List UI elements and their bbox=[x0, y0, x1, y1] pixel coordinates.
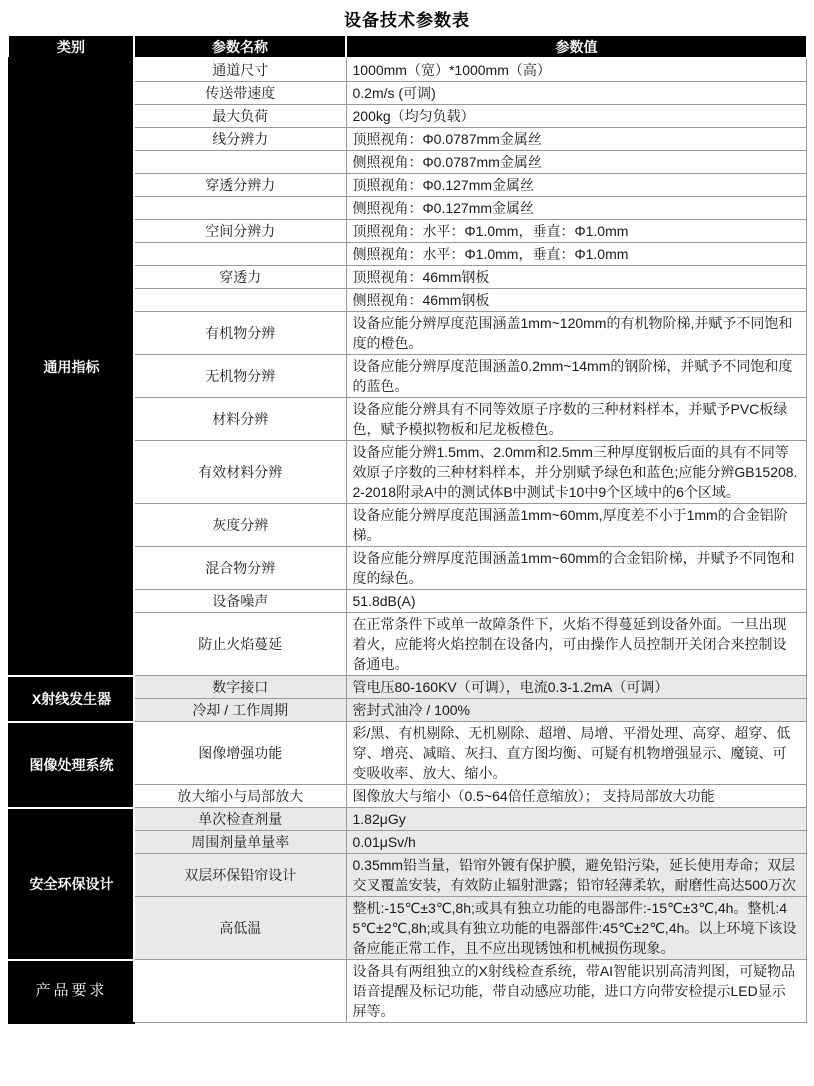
category-cell: 安全环保设计 bbox=[9, 808, 134, 960]
param-value-cell: 顶照视角：Φ0.127mm金属丝 bbox=[346, 174, 806, 197]
param-name-cell bbox=[134, 151, 346, 174]
param-value-cell: 顶照视角：Φ0.0787mm金属丝 bbox=[346, 128, 806, 151]
param-name-cell: 线分辨力 bbox=[134, 128, 346, 151]
spec-row bbox=[9, 960, 806, 1023]
header-param-name: 参数名称 bbox=[134, 36, 346, 58]
param-name-cell: 周围剂量单量率 bbox=[134, 831, 346, 854]
param-value-cell: 侧照视角：水平：Φ1.0mm，垂直：Φ1.0mm bbox=[346, 243, 806, 266]
param-value-cell: 0.35mm铅当量，铅帘外镀有保护膜，避免铅污染，延长使用寿命；双层交叉覆盖安装，有效防止辐射泄露；铅帘轻薄柔软，耐磨性高达500万次 bbox=[346, 854, 806, 897]
category-cell: X射线发生器 bbox=[9, 676, 134, 722]
param-value-cell: 顶照视角：水平：Φ1.0mm，垂直：Φ1.0mm bbox=[346, 220, 806, 243]
param-name-cell: 材料分辨 bbox=[134, 398, 346, 441]
param-name-cell: 双层环保铅帘设计 bbox=[134, 854, 346, 897]
param-value-cell: 0.01μSv/h bbox=[346, 831, 806, 854]
spec-table bbox=[8, 36, 807, 1024]
spec-row bbox=[9, 676, 806, 699]
param-value-cell: 侧照视角：46mm钢板 bbox=[346, 289, 806, 312]
param-value-cell: 设备具有两组独立的X射线检查系统，带AI智能识别高清判图，可疑物品语音提醒及标记功能，带自动感应功能，进口方向带安检提示LED显示屏等。 bbox=[346, 960, 806, 1023]
param-name-cell: 混合物分辨 bbox=[134, 547, 346, 590]
param-value-cell: 密封式油冷 / 100% bbox=[346, 699, 806, 722]
header-category: 类别 bbox=[9, 36, 134, 58]
param-value-cell: 设备应能分辨厚度范围涵盖0.2mm~14mm的钢阶梯，并赋予不同饱和度的蓝色。 bbox=[346, 355, 806, 398]
param-value-cell: 设备应能分辨厚度范围涵盖1mm~120mm的有机物阶梯,并赋予不同饱和度的橙色。 bbox=[346, 312, 806, 355]
param-value-cell: 设备应能分辨厚度范围涵盖1mm~60mm,厚度差不小于1mm的合金铝阶梯。 bbox=[346, 504, 806, 547]
param-value-cell: 设备应能分辨具有不同等效原子序数的三种材料样本，并赋予PVC板绿色，赋予模拟物板和尼龙板橙色。 bbox=[346, 398, 806, 441]
param-name-cell bbox=[134, 289, 346, 312]
param-name-cell: 空间分辨力 bbox=[134, 220, 346, 243]
param-value-cell: 管电压80-160KV（可调），电流0.3-1.2mA（可调） bbox=[346, 676, 806, 699]
category-cell: 产品要求 bbox=[9, 960, 134, 1023]
param-name-cell: 高低温 bbox=[134, 897, 346, 960]
param-value-cell: 1.82μGy bbox=[346, 808, 806, 831]
header-param-value: 参数值 bbox=[346, 36, 806, 58]
param-value-cell: 设备应能分辨1.5mm、2.0mm和2.5mm三种厚度钢板后面的具有不同等效原子序数的三种材料样本，并分别赋予绿色和蓝色;应能分辨GB15208.2-2018附录A中的测试体B中测试卡10中9个区域中的6个区域。 bbox=[346, 441, 806, 504]
param-name-cell: 有机物分辨 bbox=[134, 312, 346, 355]
param-value-cell: 侧照视角：Φ0.0787mm金属丝 bbox=[346, 151, 806, 174]
param-name-cell: 无机物分辨 bbox=[134, 355, 346, 398]
param-name-cell bbox=[134, 197, 346, 220]
param-name-cell: 单次检查剂量 bbox=[134, 808, 346, 831]
param-value-cell: 51.8dB(A) bbox=[346, 590, 806, 613]
spec-row bbox=[9, 58, 806, 82]
table-header bbox=[9, 36, 806, 58]
header-row bbox=[9, 36, 806, 58]
param-value-cell: 整机:-15℃±3℃,8h;或具有独立功能的电器部件:-15℃±3℃,4h。整机:45℃±2℃,8h;或具有独立功能的电器部件:45℃±2℃,4h。以上环境下该设备应能正常工作，且不应出现锈蚀和机械损伤现象。 bbox=[346, 897, 806, 960]
param-name-cell: 穿透力 bbox=[134, 266, 346, 289]
category-cell: 图像处理系统 bbox=[9, 722, 134, 808]
param-value-cell: 0.2m/s (可调) bbox=[346, 82, 806, 105]
param-name-cell bbox=[134, 243, 346, 266]
param-name-cell: 放大缩小与局部放大 bbox=[134, 785, 346, 808]
param-name-cell: 最大负荷 bbox=[134, 105, 346, 128]
param-value-cell: 1000mm（宽）*1000mm（高） bbox=[346, 58, 806, 82]
table-body bbox=[9, 58, 806, 1023]
param-name-cell: 数字接口 bbox=[134, 676, 346, 699]
param-name-cell: 冷却 / 工作周期 bbox=[134, 699, 346, 722]
param-value-cell: 在正常条件下或单一故障条件下，火焰不得蔓延到设备外面。一旦出现着火，应能将火焰控制在设备内，可由操作人员控制开关闭合来控制设备通电。 bbox=[346, 613, 806, 676]
param-name-cell bbox=[134, 960, 346, 1023]
param-name-cell: 防止火焰蔓延 bbox=[134, 613, 346, 676]
param-value-cell: 图像放大与缩小（0.5~64倍任意缩放）； 支持局部放大功能 bbox=[346, 785, 806, 808]
spec-row bbox=[9, 808, 806, 831]
param-name-cell: 有效材料分辨 bbox=[134, 441, 346, 504]
param-name-cell: 穿透分辨力 bbox=[134, 174, 346, 197]
page-title: 设备技术参数表 bbox=[344, 11, 470, 30]
param-name-cell: 通道尺寸 bbox=[134, 58, 346, 82]
param-value-cell: 设备应能分辨厚度范围涵盖1mm~60mm的合金铝阶梯，并赋予不同饱和度的绿色。 bbox=[346, 547, 806, 590]
page bbox=[0, 6, 814, 1086]
param-name-cell: 灰度分辨 bbox=[134, 504, 346, 547]
spec-row bbox=[9, 722, 806, 785]
param-value-cell: 顶照视角：46mm钢板 bbox=[346, 266, 806, 289]
param-value-cell: 200kg（均匀负载） bbox=[346, 105, 806, 128]
param-name-cell: 设备噪声 bbox=[134, 590, 346, 613]
category-cell: 通用指标 bbox=[9, 58, 134, 676]
param-name-cell: 图像增强功能 bbox=[134, 722, 346, 785]
param-value-cell: 彩/黑、有机剔除、无机剔除、超增、局增、平滑处理、高穿、超穿、低穿、增亮、减暗、灰扫、直方图均衡、可疑有机物增强显示、魔镜、可变吸收率、放大、缩小。 bbox=[346, 722, 806, 785]
param-value-cell: 侧照视角：Φ0.127mm金属丝 bbox=[346, 197, 806, 220]
param-name-cell: 传送带速度 bbox=[134, 82, 346, 105]
